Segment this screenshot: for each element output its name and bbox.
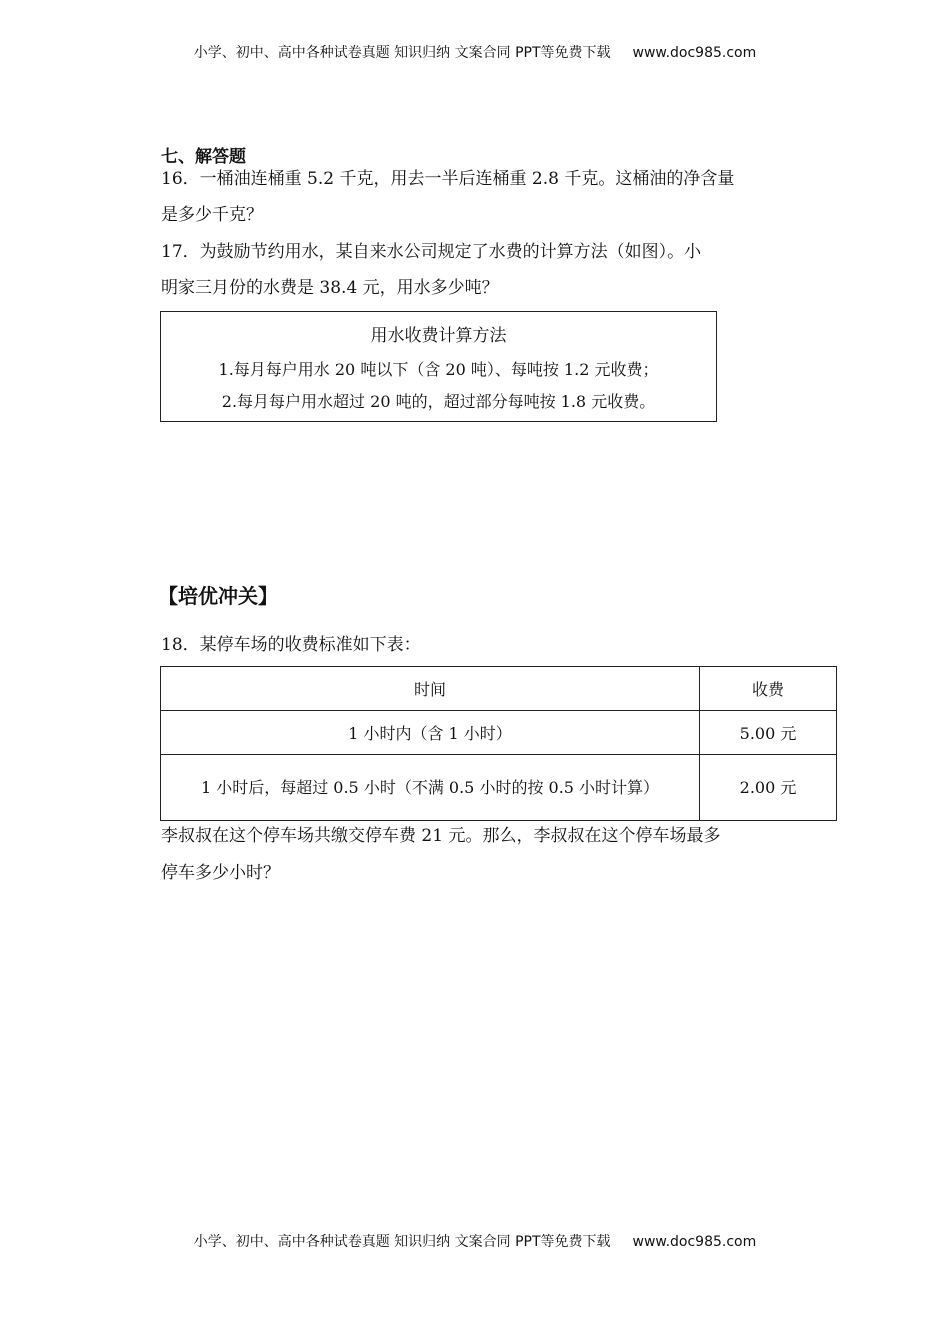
table-header-time: 时间 [161, 667, 700, 711]
header-text: 小学、初中、高中各种试卷真题 知识归纳 文案合同 PPT等免费下载 [193, 45, 611, 61]
question-17-line-1: 17．为鼓励节约用水，某自来水公司规定了水费的计算方法（如图）。小 [161, 242, 702, 262]
question-18-line-1: 李叔叔在这个停车场共缴交停车费 21 元。那么，李叔叔在这个停车场最多 [161, 826, 721, 846]
table-header-row [161, 667, 837, 711]
section-title: 七、解答题 [161, 147, 246, 167]
water-fee-rule-1: 1.每月每户用水 20 吨以下（含 20 吨）、每吨按 1.2 元收费； [218, 360, 659, 379]
question-16-line-1: 16．一桶油连桶重 5.2 千克，用去一半后连桶重 2.8 千克。这桶油的净含量 [161, 169, 735, 189]
question-18-intro: 18．某停车场的收费标准如下表： [161, 635, 421, 655]
question-18-line-2: 停车多少小时？ [161, 863, 280, 883]
page-header [0, 42, 950, 62]
water-fee-rule-2: 2.每月每户用水超过 20 吨的，超过部分每吨按 1.8 元收费。 [221, 392, 656, 411]
header-site-link[interactable]: www.doc985.com [632, 45, 757, 61]
water-fee-rules-box [160, 311, 717, 422]
question-17-line-2: 明家三月份的水费是 38.4 元，用水多少吨？ [161, 278, 499, 298]
table-row [161, 755, 837, 821]
question-16-line-2: 是多少千克？ [161, 205, 263, 225]
table-cell-fee: 2.00 元 [700, 755, 837, 821]
table-header-fee: 收费 [700, 667, 837, 711]
parking-fee-table [160, 666, 837, 821]
water-fee-box-title: 用水收费计算方法 [370, 326, 507, 346]
table-cell-time: 1 小时后，每超过 0.5 小时（不满 0.5 小时的按 0.5 小时计算） [161, 755, 700, 821]
table-row [161, 711, 837, 755]
footer-site-link[interactable]: www.doc985.com [632, 1234, 757, 1250]
advanced-section-title: 【培优冲关】 [158, 584, 278, 608]
table-cell-time: 1 小时内（含 1 小时） [161, 711, 700, 755]
footer-text: 小学、初中、高中各种试卷真题 知识归纳 文案合同 PPT等免费下载 [193, 1234, 611, 1250]
page-footer [0, 1231, 950, 1251]
table-cell-fee: 5.00 元 [700, 711, 837, 755]
